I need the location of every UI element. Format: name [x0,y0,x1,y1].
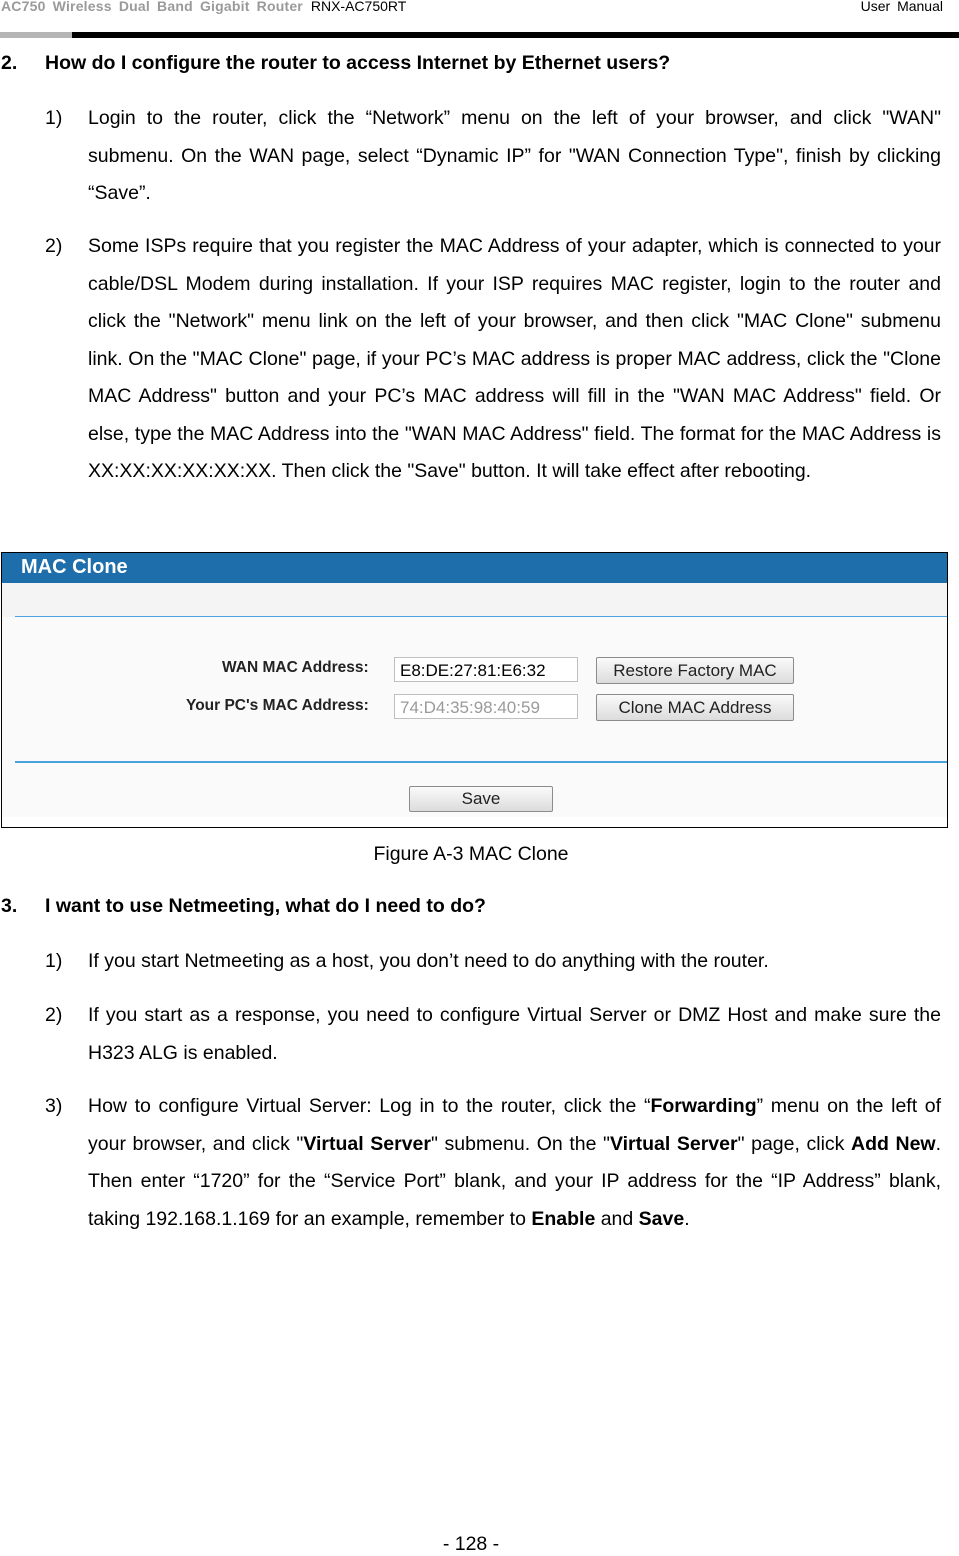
header-left [1,0,406,14]
text-run: . Then enter “1720” for the “Service Port” blank, and your IP address for the “IP Address” blank, taking 192.168.1.169 for an example, remember to [88,1132,942,1230]
q3-step-1 [45,943,941,981]
header-rule-black [72,32,959,38]
step-number: 1) [45,107,63,129]
text-run: ” menu on the left of your browser, and click " [88,1095,942,1155]
text-run: " submenu. On the " [431,1132,610,1155]
step-number: 2) [45,1004,63,1026]
header-manual: User Manual [860,0,943,14]
header-model: RNX-AC750RT [310,0,407,14]
question-2-heading [1,52,670,75]
restore-factory-mac-button[interactable]: Restore Factory MAC [596,657,794,684]
step-number: 2) [45,235,63,257]
question-number: 2. [1,52,18,74]
figure-top-band [2,583,947,617]
pc-mac-input[interactable]: 74:D4:35:98:40:59 [394,694,578,719]
q2-step-1 [45,100,941,213]
step-text: Login to the router, click the “Network” menu on the left of your browser, and click "WAN" submenu. On the WAN page, select “Dynamic IP” for "WAN Connection Type", finish by clicking “Save”. [88,107,941,204]
step-text: Some ISPs require that you register the MAC Address of your adapter, which is connected to your cable/DSL Modem during installation. If your ISP requires MAC register, login to the router and click the "Network" menu link on the left of your browser, and then click "MAC Clone" submenu link. On the "MAC Clone" page, if your PC’s MAC address is proper MAC address, click the "Clone MAC Address" button and your PC’s MAC address will fill in the "WAN MAC Address" field. Or else, type the MAC Address into the "WAN MAC Address" field. The format for the MAC Address is XX:XX:XX:XX:XX:XX. Then click the "Save" button. It will take effect after rebooting. [88,235,941,482]
bold-term: Virtual Server [609,1132,738,1155]
pc-mac-label: Your PC's MAC Address: [186,697,369,714]
step-number: 3) [45,1095,63,1117]
bold-term: Enable [531,1207,596,1230]
page-number: - 128 - [442,1533,500,1555]
save-button[interactable]: Save [409,786,553,812]
question-number: 3. [1,895,18,917]
figure-title-bar [2,553,947,583]
bold-term: Forwarding [650,1095,757,1117]
bold-term: Virtual Server [303,1132,431,1155]
text-run: " page, click [737,1132,851,1155]
step-text: If you start as a response, you need to configure Virtual Server or DMZ Host and make sure the H323 ALG is enabled. [88,1004,941,1064]
q3-step-2 [45,997,941,1072]
clone-mac-address-button[interactable]: Clone MAC Address [596,694,794,721]
question-3-heading [1,895,486,918]
page-header [0,0,959,40]
mac-clone-figure [1,552,948,828]
header-rule-grey [0,32,72,38]
text-run: How to configure Virtual Server: Log in to the router, click the “ [88,1095,651,1117]
text-run: . [684,1207,690,1230]
bold-term: Save [638,1207,685,1230]
figure-caption: Figure A-3 MAC Clone [373,843,569,865]
text-run: and [595,1207,639,1230]
question-title: How do I configure the router to access Internet by Ethernet users? [45,52,671,74]
header-product: AC750 Wireless Dual Band Gigabit Router [1,0,303,14]
step-text: If you start Netmeeting as a host, you don’t need to do anything with the router. [88,950,769,972]
wan-mac-label: WAN MAC Address: [222,659,369,676]
q2-step-2 [45,228,941,491]
q3-step-3 [45,1088,941,1238]
step-number: 1) [45,950,63,972]
question-title: I want to use Netmeeting, what do I need to do? [45,895,486,917]
step-text [88,1088,941,1238]
bold-term: Add New [851,1132,936,1155]
figure-divider-bottom [15,761,947,763]
wan-mac-input[interactable]: E8:DE:27:81:E6:32 [394,657,578,682]
figure-title: MAC Clone [21,556,128,578]
